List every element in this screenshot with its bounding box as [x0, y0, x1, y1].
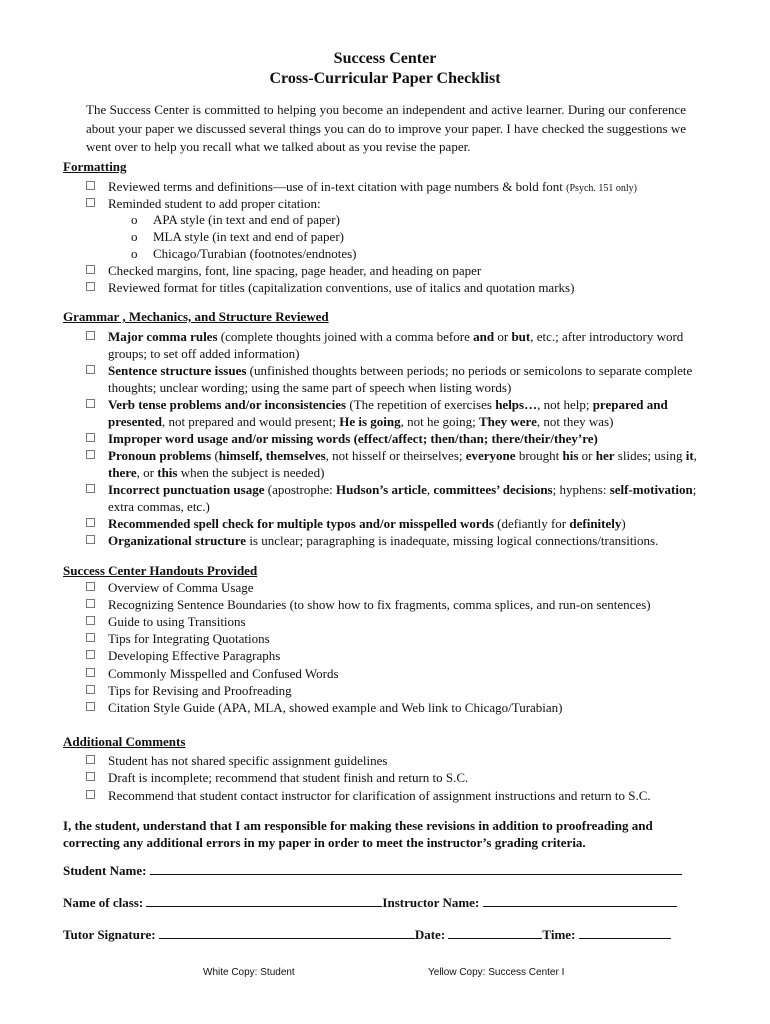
checkbox[interactable] — [86, 265, 95, 274]
checkbox[interactable] — [86, 633, 95, 642]
tutor-row — [63, 926, 671, 943]
handouts-heading: Success Center Handouts Provided — [63, 563, 258, 578]
comment-item[interactable]: Draft is incomplete; recommend that student finish and return to S.C. — [86, 769, 706, 786]
handout-item[interactable]: Tips for Integrating Quotations — [86, 630, 706, 647]
handout-item[interactable]: Commonly Misspelled and Confused Words — [86, 665, 706, 682]
checkbox[interactable] — [86, 599, 95, 608]
date-label: Date: — [414, 927, 446, 942]
comment-item[interactable]: Student has not shared specific assignment guidelines — [86, 752, 706, 769]
checkbox[interactable] — [86, 582, 95, 591]
checkbox[interactable] — [86, 535, 95, 544]
class-name-label: Name of class: — [63, 895, 144, 910]
citation-chicago: o Chicago/Turabian (footnotes/endnotes) — [131, 246, 357, 261]
checkbox[interactable] — [86, 650, 95, 659]
citation-apa: o APA style (in text and end of paper) — [131, 212, 340, 227]
grammar-item-comma[interactable]: Major comma rules (complete thoughts joined with a comma before and or but, etc.; after introductory word groups; to set off added information) — [86, 328, 706, 362]
grammar-heading: Grammar , Mechanics, and Structure Reviewed — [63, 309, 329, 324]
checkbox[interactable] — [86, 518, 95, 527]
tutor-signature-field[interactable] — [159, 926, 415, 939]
formatting-item-citation[interactable]: Reminded student to add proper citation: — [86, 195, 706, 212]
checkbox[interactable] — [86, 331, 95, 340]
checkbox[interactable] — [86, 755, 95, 764]
time-label: Time: — [542, 927, 576, 942]
checkbox[interactable] — [86, 790, 95, 799]
page-title: Success Center — [333, 50, 437, 67]
class-name-field[interactable] — [146, 894, 382, 907]
checkbox[interactable] — [86, 702, 95, 711]
student-name-field[interactable] — [150, 862, 682, 875]
checkbox[interactable] — [86, 616, 95, 625]
footer-yellow-copy: Yellow Copy: Success Center I — [428, 967, 565, 978]
formatting-item-terms[interactable]: Reviewed terms and definitions—use of in-text citation with page numbers & bold font (Psych. 151 only) — [86, 178, 706, 197]
comments-heading: Additional Comments — [63, 734, 186, 749]
checkbox[interactable] — [86, 399, 95, 408]
checkbox[interactable] — [86, 484, 95, 493]
student-name-row — [63, 862, 682, 879]
grammar-item-organization[interactable]: Organizational structure is unclear; paragraphing is inadequate, missing logical connections/transitions. — [86, 532, 706, 549]
student-statement: I, the student, understand that I am responsible for making these revisions in addition to proofreading and correcting any additional errors in my paper in order to meet the instructor’s grading criteria. — [63, 818, 653, 850]
checkbox[interactable] — [86, 198, 95, 207]
checkbox[interactable] — [86, 450, 95, 459]
checkbox[interactable] — [86, 365, 95, 374]
instructor-name-label: Instructor Name: — [382, 895, 480, 910]
handout-item[interactable]: Recognizing Sentence Boundaries (to show how to fix fragments, comma splices, and run-on sentences) — [86, 596, 706, 613]
intro-paragraph: The Success Center is committed to helping you become an independent and active learner. During our conference about your paper we discussed several things you can do to improve your paper. I have checked the suggestions we went over to help you recall what we talked about as you revise the paper. — [86, 102, 686, 154]
student-name-label: Student Name: — [63, 863, 147, 878]
handout-item[interactable]: Developing Effective Paragraphs — [86, 647, 706, 664]
grammar-item-spell-check[interactable]: Recommended spell check for multiple typos and/or misspelled words (defiantly for definitely) — [86, 515, 706, 532]
grammar-item-sentence[interactable]: Sentence structure issues (unfinished thoughts between periods; no periods or semicolons to separate complete thoughts; unclear wording; using the same part of speech when listing words) — [86, 362, 706, 396]
handout-item[interactable]: Citation Style Guide (APA, MLA, showed example and Web link to Chicago/Turabian) — [86, 699, 706, 716]
formatting-item-titles[interactable]: Reviewed format for titles (capitalization conventions, use of italics and quotation marks) — [86, 279, 706, 296]
comment-item[interactable]: Recommend that student contact instructor for clarification of assignment instructions and return to S.C. — [86, 787, 706, 804]
grammar-item-pronoun[interactable]: Pronoun problems (himself, themselves, not hisself or theirselves; everyone brought his or her slides; using it, there, or this when the subject is needed) — [86, 447, 706, 481]
grammar-item-punctuation[interactable]: Incorrect punctuation usage (apostrophe: Hudson’s article, committees’ decisions; hyphens: self-motivation; extra commas, etc.) — [86, 481, 706, 515]
page-subtitle: Cross-Curricular Paper Checklist — [269, 70, 501, 87]
citation-mla: o MLA style (in text and end of paper) — [131, 229, 344, 244]
formatting-item-margins[interactable]: Checked margins, font, line spacing, page header, and heading on paper — [86, 262, 706, 279]
instructor-name-field[interactable] — [483, 894, 677, 907]
footer-white-copy: White Copy: Student — [203, 967, 295, 978]
tutor-signature-label: Tutor Signature: — [63, 927, 156, 942]
handout-item[interactable]: Guide to using Transitions — [86, 613, 706, 630]
handout-item[interactable]: Tips for Revising and Proofreading — [86, 682, 706, 699]
checkbox[interactable] — [86, 181, 95, 190]
checkbox[interactable] — [86, 433, 95, 442]
checkbox[interactable] — [86, 772, 95, 781]
checkbox[interactable] — [86, 685, 95, 694]
handout-item[interactable]: Overview of Comma Usage — [86, 579, 706, 596]
grammar-item-verb[interactable]: Verb tense problems and/or inconsistencies (The repetition of exercises helps…, not help; prepared and presented, not prepared and would present; He is going, not he going; They were, not they was) — [86, 396, 706, 430]
date-field[interactable] — [448, 926, 542, 939]
checkbox[interactable] — [86, 282, 95, 291]
formatting-heading: Formatting — [63, 159, 127, 174]
checkbox[interactable] — [86, 668, 95, 677]
grammar-item-word-usage[interactable]: Improper word usage and/or missing words (effect/affect; then/than; there/their/they’re) — [86, 430, 706, 447]
class-instructor-row — [63, 894, 677, 911]
time-field[interactable] — [579, 926, 671, 939]
